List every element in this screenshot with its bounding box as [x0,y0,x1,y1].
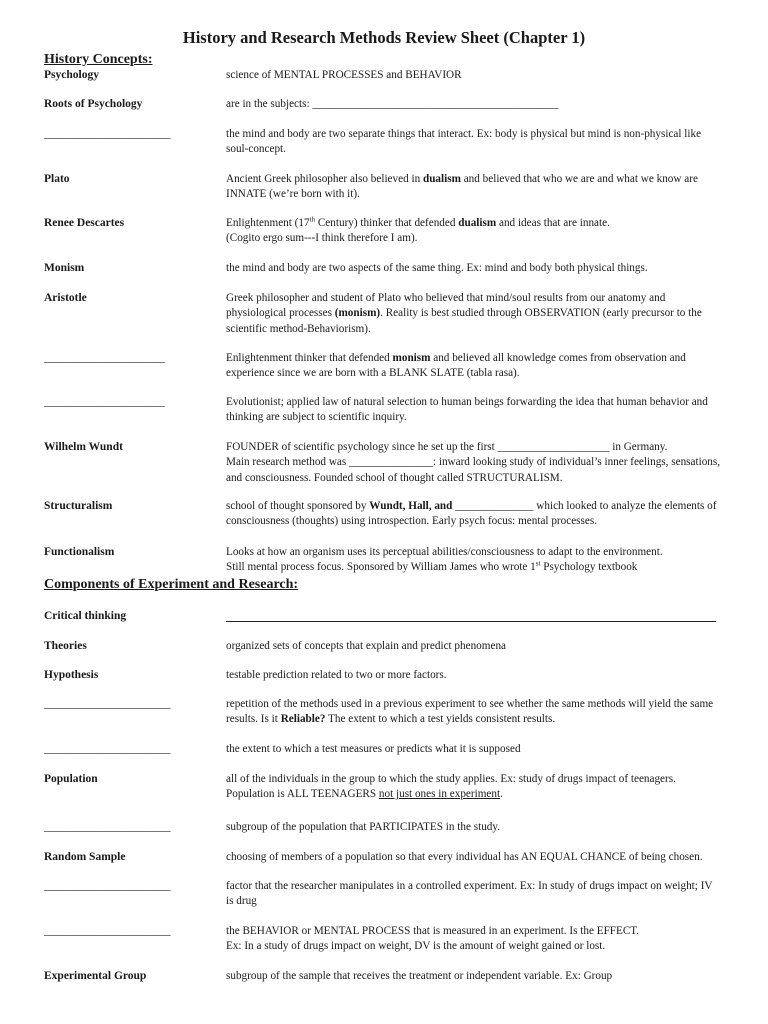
term-label: Plato [44,173,70,185]
term-definition: science of MENTAL PROCESSES and BEHAVIOR [226,69,462,81]
term-definition: testable prediction related to two or more factors. [226,669,447,681]
term-label: Functionalism [44,546,115,558]
term-label: Monism [44,262,85,274]
term-definition: choosing of members of a population so that every individual has AN EQUAL CHANCE of being chosen. [226,851,703,863]
term-definition: school of thought sponsored by Wundt, Hall, and ______________ which looked to analyze the elements of consciousness (thoughts) using introspection. Early psych focus: mental processes. [226,500,717,528]
section-heading-history: History Concepts: [44,52,153,67]
term-label: Structuralism [44,500,113,512]
term-definition: FOUNDER of scientific psychology since he set up the first ____________________ in Germany. Main research method was _______________: inward looking study of individual’s inner feelings, sensations, and consciousness. Founded school of thought called STRUCTURALISM. [226,441,721,484]
term-definition: the BEHAVIOR or MENTAL PROCESS that is measured in an experiment. Is the EFFECT. Ex: In a study of drugs impact on weight, DV is the amount of weight gained or lost. [226,925,640,953]
term-blank: ______________________ [44,743,171,755]
term-definition: repetition of the methods used in a previous experiment to see whether the same methods will yield the same results. Is it Reliable? The extent to which a test yields consistent results. [226,698,714,726]
term-definition: the mind and body are two aspects of the same thing. Ex: mind and body both physical things. [226,262,648,274]
term-blank: ______________________ [44,925,171,937]
term-blank: _____________________ [44,352,165,364]
term-label: Hypothesis [44,669,99,681]
term-label: Psychology [44,69,99,81]
term-label: Roots of Psychology [44,98,143,110]
term-blank: _____________________ [44,396,165,408]
page-title: History and Research Methods Review Sheet (Chapter 1) [182,28,586,47]
term-label: Wilhelm Wundt [44,441,123,453]
term-definition: subgroup of the population that PARTICIPATES in the study. [226,821,501,833]
term-label: Experimental Group [44,970,147,982]
term-definition: Evolutionist; applied law of natural selection to human beings forwarding the idea that human behavior and thinking are subject to scientific inquiry. [226,396,708,424]
term-label: Random Sample [44,851,126,863]
term-blank: ______________________ [44,698,171,710]
term-definition: subgroup of the sample that receives the treatment or independent variable. Ex: Group [226,970,613,982]
term-definition: Enlightenment thinker that defended monism and believed all knowledge comes from observation and experience since we are born with a BLANK SLATE (tabla rasa). [226,352,686,380]
term-definition: Looks at how an organism uses its perceptual abilities/consciousness to adapt to the environment. Still mental process focus. Sponsored by William James who wrote 1st Psychology textbook [226,546,663,574]
term-definition: organized sets of concepts that explain and predict phenomena [226,640,507,652]
term-definition: all of the individuals in the group to which the study applies. Ex: study of drugs impact of teenagers. Population is ALL TEENAGERS not just ones in experiment. [226,773,676,801]
term-blank: ______________________ [44,880,171,892]
term-definition: Enlightenment (17th Century) thinker that defended dualism and ideas that are innate. (Cogito ergo sum---I think therefore I am). [226,215,610,245]
section-heading-components: Components of Experiment and Research: [44,577,299,592]
term-label: Aristotle [44,292,87,304]
term-label: Theories [44,640,87,652]
term-definition: are in the subjects: ____________________________________________ [226,98,559,110]
term-definition: Ancient Greek philosopher also believed in dualism and believed that who we are and what we know are INNATE (we’re born with it). [226,173,698,201]
term-definition: the extent to which a test measures or predicts what it is supposed [226,743,521,755]
term-definition: Greek philosopher and student of Plato who believed that mind/soul results from our anatomy and physiological processes (monism). Reality is best studied through OBSERVATION (early precursor to the scientific method-Behaviorism). [226,292,702,335]
term-blank: ______________________ [44,821,171,833]
term-label: Population [44,773,98,785]
term-label: Renee Descartes [44,217,125,229]
term-definition: factor that the researcher manipulates in a controlled experiment. Ex: In study of drugs impact on weight; IV is drug [226,880,713,908]
term-label: Critical thinking [44,610,127,622]
answer-blank-line [226,609,722,622]
term-definition: the mind and body are two separate things that interact. Ex: body is physical but mind is non-physical like soul-concept. [226,128,702,156]
term-blank: ______________________ [44,128,171,140]
